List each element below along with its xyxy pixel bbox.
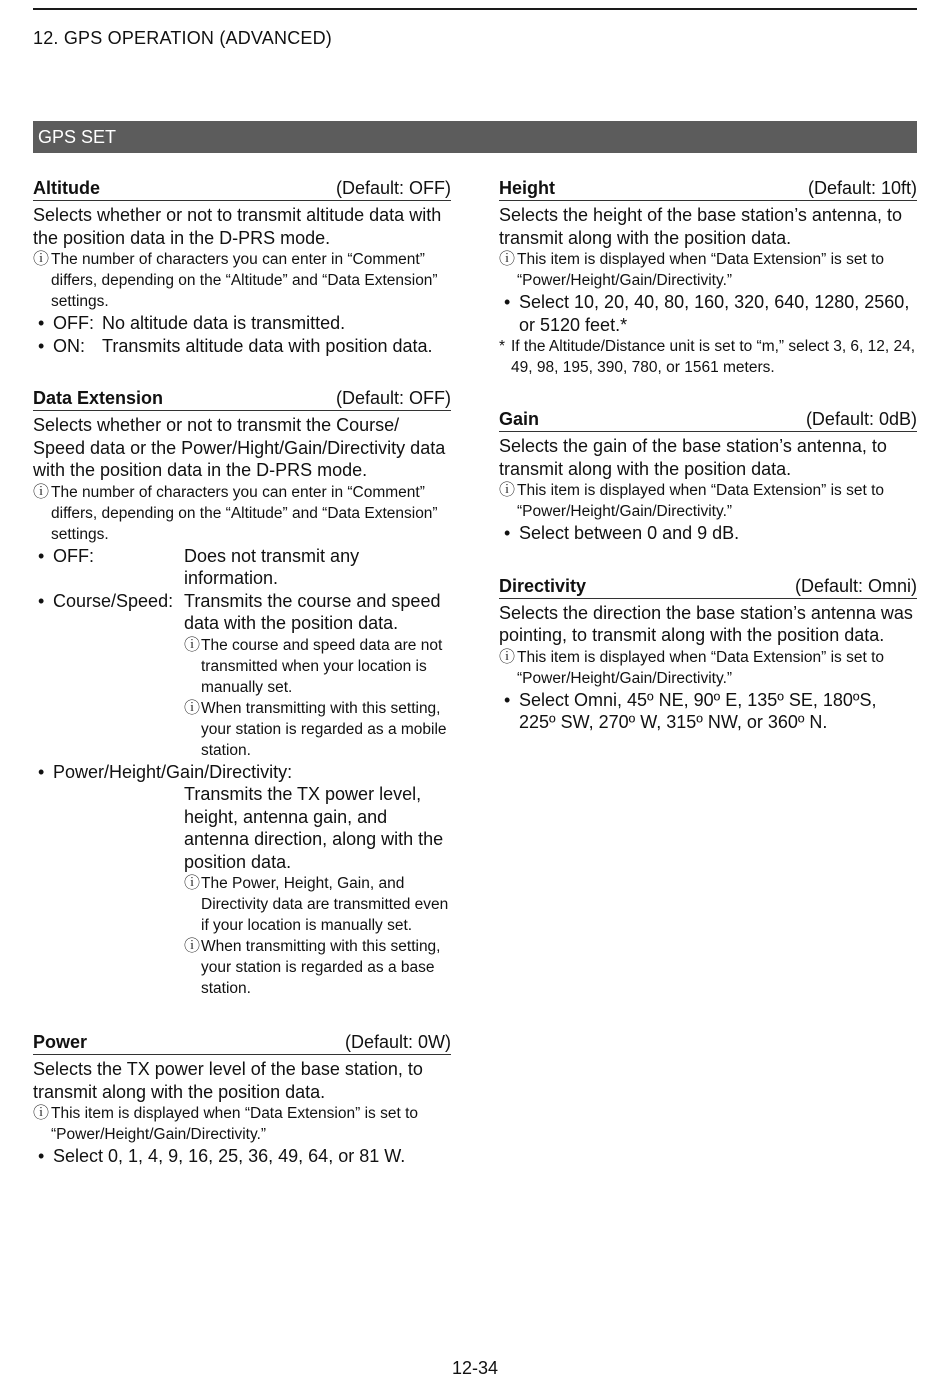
- directivity-description: Selects the direction the base station’s antenna was pointing, to transmit along with the position data.: [499, 602, 913, 645]
- gain-default: (Default: 0dB): [805, 409, 917, 429]
- chapter-heading: 12. GPS OPERATION (ADVANCED): [33, 28, 332, 48]
- right-column: [499, 177, 917, 734]
- phgd-note: [184, 873, 451, 936]
- bullet-icon: •: [38, 590, 45, 611]
- info-icon: ⓘ: [33, 483, 50, 501]
- bullet-text: Select 10, 20, 40, 80, 160, 320, 640, 1280, 2560, or 5120 feet.*: [519, 292, 910, 335]
- height-bullet: [499, 291, 917, 336]
- altitude-option-off: [33, 312, 451, 335]
- height-title: Height: [499, 178, 555, 198]
- directivity-title: Directivity: [499, 575, 587, 596]
- info-icon: ⓘ: [184, 875, 201, 892]
- data-extension-option-off: [33, 545, 451, 590]
- altitude-note-text: The number of characters you can enter in “Comment” differs, depending on the “Altitude” and “Data Extension” settings.: [51, 251, 438, 310]
- height-default: (Default: 10ft): [807, 178, 917, 198]
- altitude-description: Selects whether or not to transmit altitude data with the position data in the D-PRS mode.: [33, 205, 442, 248]
- top-rule: [33, 8, 917, 10]
- bullet-icon: •: [38, 335, 45, 356]
- data-extension-section: [33, 387, 451, 999]
- directivity-section: [499, 575, 917, 734]
- altitude-default: (Default: OFF): [335, 178, 451, 198]
- power-default: (Default: 0W): [344, 1032, 451, 1052]
- power-note: [33, 1103, 451, 1145]
- height-section: [499, 177, 917, 378]
- bullet-icon: •: [504, 292, 511, 312]
- data-extension-title: Data Extension: [33, 388, 164, 408]
- info-icon: ⓘ: [499, 251, 516, 268]
- gain-note-text: This item is displayed when “Data Extension” is set to “Power/Height/Gain/Directivity.”: [517, 482, 884, 520]
- info-icon: ⓘ: [33, 1105, 50, 1122]
- gain-header: [499, 408, 917, 432]
- gain-title: Gain: [499, 409, 540, 429]
- directivity-bullet: [499, 689, 917, 734]
- height-footnote: [499, 336, 917, 378]
- power-bullet: [33, 1145, 451, 1168]
- sub-note-text: The course and speed data are not transmitted when your location is manually set.: [201, 636, 443, 696]
- phgd-note: [184, 936, 451, 999]
- course-speed-note: [184, 698, 451, 761]
- altitude-note: [33, 249, 451, 312]
- bullet-text: Select between 0 and 9 dB.: [519, 523, 740, 543]
- option-value: No altitude data is transmitted.: [102, 313, 346, 333]
- option-value: Transmits the course and speed data with the position data.: [184, 590, 441, 633]
- course-speed-note: [184, 635, 451, 698]
- phgd-value: Transmits the TX power level, height, antenna gain, and antenna direction, along with the position data.: [184, 784, 444, 872]
- altitude-option-on: [33, 335, 451, 358]
- data-extension-note-text: The number of characters you can enter in “Comment” differs, depending on the “Altitude” and “Data Extension” settings.: [51, 483, 438, 543]
- gain-bullet: [499, 522, 917, 545]
- directivity-default: (Default: Omni): [794, 575, 917, 596]
- footnote-text: If the Altitude/Distance unit is set to “m,” select 3, 6, 12, 24, 49, 98, 195, 390, 780, or 1561 meters.: [511, 338, 916, 376]
- option-key: Power/Height/Gain/Directivity:: [53, 761, 293, 782]
- option-key: OFF:: [53, 313, 94, 333]
- altitude-header: [33, 177, 451, 201]
- option-key: ON:: [53, 335, 86, 356]
- option-key: OFF:: [53, 545, 94, 566]
- directivity-header: [499, 575, 917, 599]
- info-icon: ⓘ: [499, 648, 516, 666]
- height-description: Selects the height of the base station’s antenna, to transmit along with the position data.: [499, 205, 902, 248]
- asterisk-icon: *: [499, 338, 506, 355]
- left-column: [33, 177, 451, 1168]
- data-extension-header: [33, 387, 451, 411]
- info-icon: ⓘ: [499, 482, 516, 499]
- power-title: Power: [33, 1032, 88, 1052]
- data-extension-description: Selects whether or not to transmit the Course/ Speed data or the Power/Hight/Gain/Directivity data with the position data in the D-PRS mode.: [33, 415, 446, 480]
- directivity-note: [499, 647, 917, 689]
- info-icon: ⓘ: [184, 636, 201, 654]
- altitude-section: [33, 177, 451, 357]
- info-icon: ⓘ: [33, 251, 50, 268]
- bullet-icon: •: [38, 761, 45, 782]
- gain-note: [499, 480, 917, 522]
- bullet-icon: •: [38, 545, 45, 566]
- height-note: [499, 249, 917, 291]
- info-icon: ⓘ: [184, 699, 201, 717]
- bullet-icon: •: [504, 523, 511, 543]
- sub-note-text: When transmitting with this setting, your station is regarded as a mobile station.: [201, 699, 447, 759]
- bullet-text: Select 0, 1, 4, 9, 16, 25, 36, 49, 64, or 81 W.: [53, 1146, 406, 1166]
- sub-note-text: When transmitting with this setting, your station is regarded as a base station.: [201, 938, 441, 997]
- bullet-icon: •: [504, 689, 511, 710]
- directivity-note-text: This item is displayed when “Data Extension” is set to “Power/Height/Gain/Directivity.”: [517, 648, 884, 687]
- sub-note-text: The Power, Height, Gain, and Directivity data are transmitted even if your location is manually set.: [201, 875, 449, 934]
- page-number: 12-34: [451, 1358, 499, 1378]
- altitude-title: Altitude: [33, 178, 100, 198]
- data-extension-note: [33, 482, 451, 545]
- power-description: Selects the TX power level of the base station, to transmit along with the position data.: [33, 1059, 423, 1102]
- height-note-text: This item is displayed when “Data Extension” is set to “Power/Height/Gain/Directivity.”: [517, 251, 884, 289]
- height-header: [499, 177, 917, 201]
- gain-section: [499, 408, 917, 545]
- power-header: [33, 1031, 451, 1055]
- power-note-text: This item is displayed when “Data Extension” is set to “Power/Height/Gain/Directivity.”: [51, 1105, 418, 1143]
- power-section: [33, 1031, 451, 1168]
- option-value: Does not transmit any information.: [184, 545, 360, 588]
- data-extension-default: (Default: OFF): [335, 388, 451, 408]
- option-key: Course/Speed:: [53, 590, 174, 611]
- section-banner: GPS SET: [33, 121, 917, 153]
- bullet-icon: •: [38, 313, 45, 333]
- data-extension-option-phgd: [33, 761, 451, 784]
- info-icon: ⓘ: [184, 938, 201, 955]
- bullet-icon: •: [38, 1146, 45, 1166]
- option-value: Transmits altitude data with position data.: [102, 335, 433, 356]
- data-extension-option-course-speed: [33, 590, 451, 635]
- bullet-text: Select Omni, 45º NE, 90º E, 135º SE, 180ºS, 225º SW, 270º W, 315º NW, or 360º N.: [519, 689, 877, 732]
- gain-description: Selects the gain of the base station’s antenna, to transmit along with the position data.: [499, 436, 887, 479]
